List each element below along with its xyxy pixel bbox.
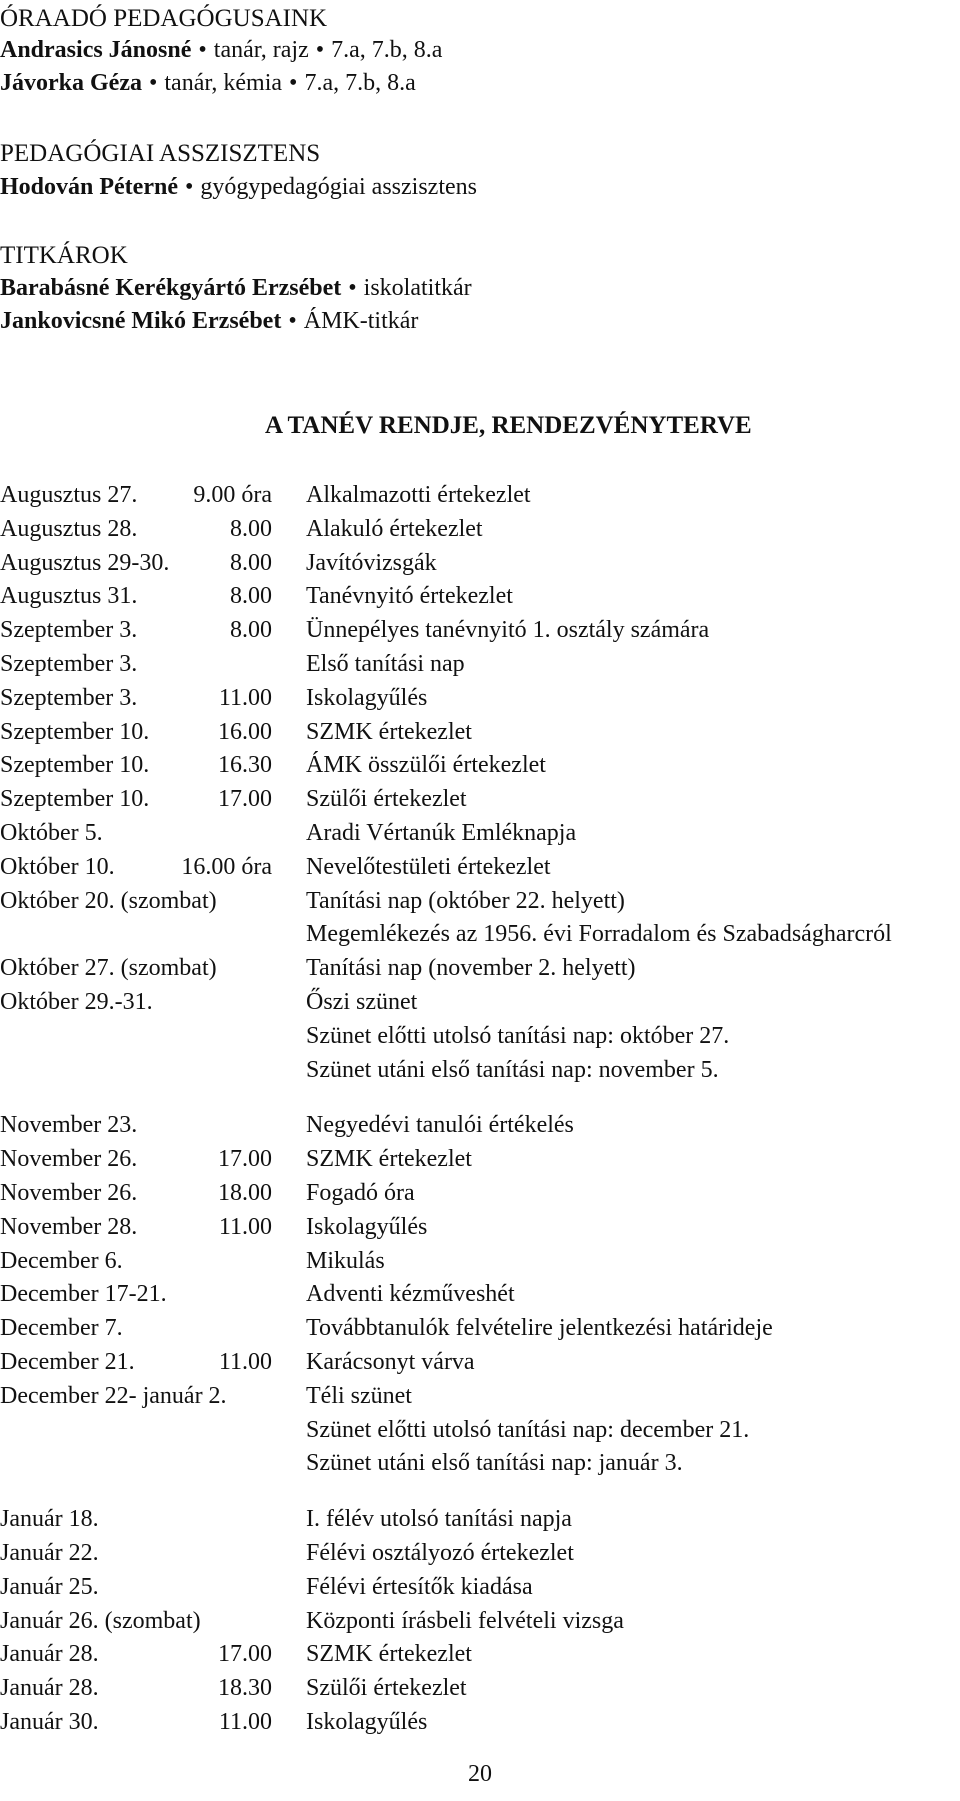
staff-name: Jankovicsné Mikó Erzsébet <box>0 308 282 334</box>
schedule-event: Tanítási nap (november 2. helyett) <box>306 955 636 982</box>
bullet-separator: • <box>198 37 207 63</box>
schedule-event: Iskolagyűlés <box>306 684 428 711</box>
schedule-date: Október 29.-31. <box>0 988 153 1015</box>
schedule-event: Szünet előtti utolsó tanítási nap: december 21. <box>306 1416 750 1443</box>
schedule-time: 17.00 <box>218 1146 272 1173</box>
schedule-date: Szeptember 3. <box>0 617 138 644</box>
schedule-time: 16.30 <box>218 752 272 779</box>
staff-role: iskolatitkár <box>363 275 472 301</box>
schedule-row <box>0 1144 960 1178</box>
schedule-row <box>0 1572 960 1606</box>
schedule-date: December 7. <box>0 1315 123 1342</box>
page-number: 20 <box>468 1761 492 1787</box>
schedule-row <box>0 818 960 852</box>
schedule-row <box>0 1055 960 1089</box>
schedule-row <box>0 852 960 886</box>
schedule-event: Karácsonyt várva <box>306 1348 475 1375</box>
section-title-asszisztens: PEDAGÓGIAI ASSZISZTENS <box>0 140 321 167</box>
schedule-event: Megemlékezés az 1956. évi Forradalom és Szabadságharcról <box>306 921 892 948</box>
schedule-event: SZMK értekezlet <box>306 718 472 745</box>
schedule-time: 11.00 <box>218 1348 272 1375</box>
schedule-date: Október 10. <box>0 853 115 880</box>
schedule-event: Szülői értekezlet <box>306 786 467 813</box>
schedule-event: Tanévnyitó értekezlet <box>306 583 513 610</box>
schedule-event: Adventi kézműveshét <box>306 1281 515 1308</box>
schedule-row <box>0 1673 960 1707</box>
schedule-row <box>0 1021 960 1055</box>
schedule-row <box>0 1504 960 1538</box>
bullet-separator: • <box>148 70 158 96</box>
bullet-separator: • <box>288 308 297 334</box>
schedule-date: Szeptember 10. <box>0 786 150 813</box>
schedule-row <box>0 514 960 548</box>
staff-classes: 7.a, 7.b, 8.a <box>331 37 443 63</box>
schedule-row <box>0 1448 960 1482</box>
schedule-row <box>0 1347 960 1381</box>
schedule-row <box>0 480 960 514</box>
schedule-row <box>0 1279 960 1313</box>
schedule-row <box>0 615 960 649</box>
schedule-row <box>0 953 960 987</box>
section-title-titkarok: TITKÁROK <box>0 242 128 269</box>
schedule-gap <box>0 1482 960 1504</box>
staff-entry <box>0 273 472 303</box>
schedule-date: Január 18. <box>0 1506 99 1533</box>
schedule-event: Negyedévi tanulói értékelés <box>306 1112 574 1139</box>
schedule-date: December 6. <box>0 1247 123 1274</box>
bullet-separator: • <box>184 174 194 200</box>
schedule-event: Aradi Vértanúk Emléknapja <box>306 819 577 846</box>
schedule-time: 18.00 <box>218 1179 272 1206</box>
schedule-list <box>0 480 960 1741</box>
staff-classes: 7.a, 7.b, 8.a <box>304 70 416 96</box>
schedule-date: Január 26. (szombat) <box>0 1607 201 1634</box>
schedule-event: Őszi szünet <box>306 988 418 1015</box>
schedule-title: A TANÉV RENDJE, RENDEZVÉNYTERVE <box>265 412 752 439</box>
schedule-date: Szeptember 3. <box>0 650 138 677</box>
schedule-row <box>0 1606 960 1640</box>
schedule-time: 17.00 <box>218 1641 272 1668</box>
schedule-date: December 17-21. <box>0 1281 167 1308</box>
schedule-time: 8.00 <box>230 617 272 644</box>
schedule-event: Mikulás <box>306 1247 385 1274</box>
schedule-date: November 26. <box>0 1179 138 1206</box>
schedule-time: 16.00 óra <box>181 853 272 880</box>
schedule-event: Félévi értesítők kiadása <box>306 1573 533 1600</box>
schedule-gap <box>0 1088 960 1110</box>
schedule-row <box>0 1538 960 1572</box>
schedule-date: December 21. <box>0 1348 135 1375</box>
schedule-time: 8.00 <box>230 583 272 610</box>
schedule-date: Január 25. <box>0 1573 99 1600</box>
schedule-date: Január 28. <box>0 1675 99 1702</box>
schedule-event: Továbbtanulók felvételire jelentkezési határideje <box>306 1315 773 1342</box>
schedule-row <box>0 649 960 683</box>
schedule-row <box>0 919 960 953</box>
schedule-event: SZMK értekezlet <box>306 1641 472 1668</box>
schedule-time: 11.00 <box>218 1708 272 1735</box>
schedule-date: Október 20. (szombat) <box>0 887 217 914</box>
schedule-row <box>0 1415 960 1449</box>
bullet-separator: • <box>348 275 357 301</box>
staff-role: tanár, kémia <box>164 70 283 96</box>
schedule-date: Október 27. (szombat) <box>0 955 217 982</box>
schedule-date: Augusztus 29-30. <box>0 549 170 576</box>
schedule-row <box>0 784 960 818</box>
staff-entry <box>0 35 442 65</box>
schedule-event: Központi írásbeli felvételi vizsga <box>306 1607 624 1634</box>
schedule-row <box>0 683 960 717</box>
schedule-row <box>0 886 960 920</box>
schedule-row <box>0 581 960 615</box>
schedule-event: SZMK értekezlet <box>306 1146 472 1173</box>
schedule-row <box>0 717 960 751</box>
schedule-row <box>0 1381 960 1415</box>
schedule-date: December 22- január 2. <box>0 1382 227 1409</box>
schedule-event: ÁMK összülői értekezlet <box>306 752 546 779</box>
schedule-date: Október 5. <box>0 819 103 846</box>
schedule-time: 16.00 <box>218 718 272 745</box>
schedule-event: Fogadó óra <box>306 1179 415 1206</box>
bullet-separator: • <box>289 70 298 96</box>
schedule-date: Január 28. <box>0 1641 99 1668</box>
staff-role: tanár, rajz <box>213 37 309 63</box>
schedule-event: Első tanítási nap <box>306 650 465 677</box>
schedule-event: Javítóvizsgák <box>306 549 437 576</box>
schedule-date: Január 30. <box>0 1708 99 1735</box>
staff-entry <box>0 172 477 202</box>
schedule-row <box>0 548 960 582</box>
bullet-separator: • <box>315 37 325 63</box>
schedule-time: 11.00 <box>218 684 272 711</box>
schedule-event: Szünet utáni első tanítási nap: november 5. <box>306 1056 719 1083</box>
schedule-event: Iskolagyűlés <box>306 1708 428 1735</box>
schedule-event: Félévi osztályozó értekezlet <box>306 1539 574 1566</box>
schedule-row <box>0 750 960 784</box>
staff-name: Jávorka Géza <box>0 70 142 96</box>
schedule-event: Tanítási nap (október 22. helyett) <box>306 887 625 914</box>
schedule-event: Szülői értekezlet <box>306 1675 467 1702</box>
schedule-event: Alakuló értekezlet <box>306 515 483 542</box>
schedule-event: Szünet előtti utolsó tanítási nap: október 27. <box>306 1022 730 1049</box>
section-title-oraado: ÓRAADÓ PEDAGÓGUSAINK <box>0 5 328 32</box>
schedule-event: Alkalmazotti értekezlet <box>306 482 531 508</box>
schedule-row <box>0 987 960 1021</box>
schedule-event: Szünet utáni első tanítási nap: január 3. <box>306 1450 683 1477</box>
schedule-row <box>0 1110 960 1144</box>
schedule-row <box>0 1313 960 1347</box>
staff-entry <box>0 306 418 336</box>
staff-role: gyógypedagógiai asszisztens <box>200 174 477 200</box>
schedule-event: I. félév utolsó tanítási napja <box>306 1506 572 1533</box>
schedule-event: Iskolagyűlés <box>306 1213 428 1240</box>
schedule-date: November 23. <box>0 1112 138 1139</box>
schedule-time: 18.30 <box>218 1675 272 1702</box>
staff-name: Barabásné Kerékgyártó Erzsébet <box>0 275 342 301</box>
staff-entry <box>0 68 416 98</box>
schedule-row <box>0 1246 960 1280</box>
schedule-time: 8.00 <box>230 515 272 542</box>
schedule-date: November 26. <box>0 1146 138 1173</box>
schedule-row <box>0 1639 960 1673</box>
schedule-date: Szeptember 10. <box>0 752 150 779</box>
schedule-time: 9.00 óra <box>193 482 272 508</box>
schedule-date: Január 22. <box>0 1539 99 1566</box>
schedule-date: Szeptember 3. <box>0 684 138 711</box>
schedule-date: Augusztus 31. <box>0 583 138 610</box>
schedule-row <box>0 1212 960 1246</box>
schedule-event: Nevelőtestületi értekezlet <box>306 853 551 880</box>
staff-name: Hodován Péterné <box>0 174 178 200</box>
schedule-time: 17.00 <box>218 786 272 813</box>
schedule-date: Szeptember 10. <box>0 718 150 745</box>
schedule-time: 11.00 <box>218 1213 272 1240</box>
schedule-row <box>0 1178 960 1212</box>
schedule-date: Augusztus 27. <box>0 482 138 508</box>
schedule-row <box>0 1707 960 1741</box>
schedule-date: Augusztus 28. <box>0 515 138 542</box>
staff-role: ÁMK-titkár <box>303 308 419 334</box>
schedule-date: November 28. <box>0 1213 138 1240</box>
schedule-event: Ünnepélyes tanévnyitó 1. osztály számára <box>306 617 710 644</box>
schedule-event: Téli szünet <box>306 1382 412 1409</box>
staff-name: Andrasics Jánosné <box>0 37 192 63</box>
schedule-time: 8.00 <box>230 549 272 576</box>
